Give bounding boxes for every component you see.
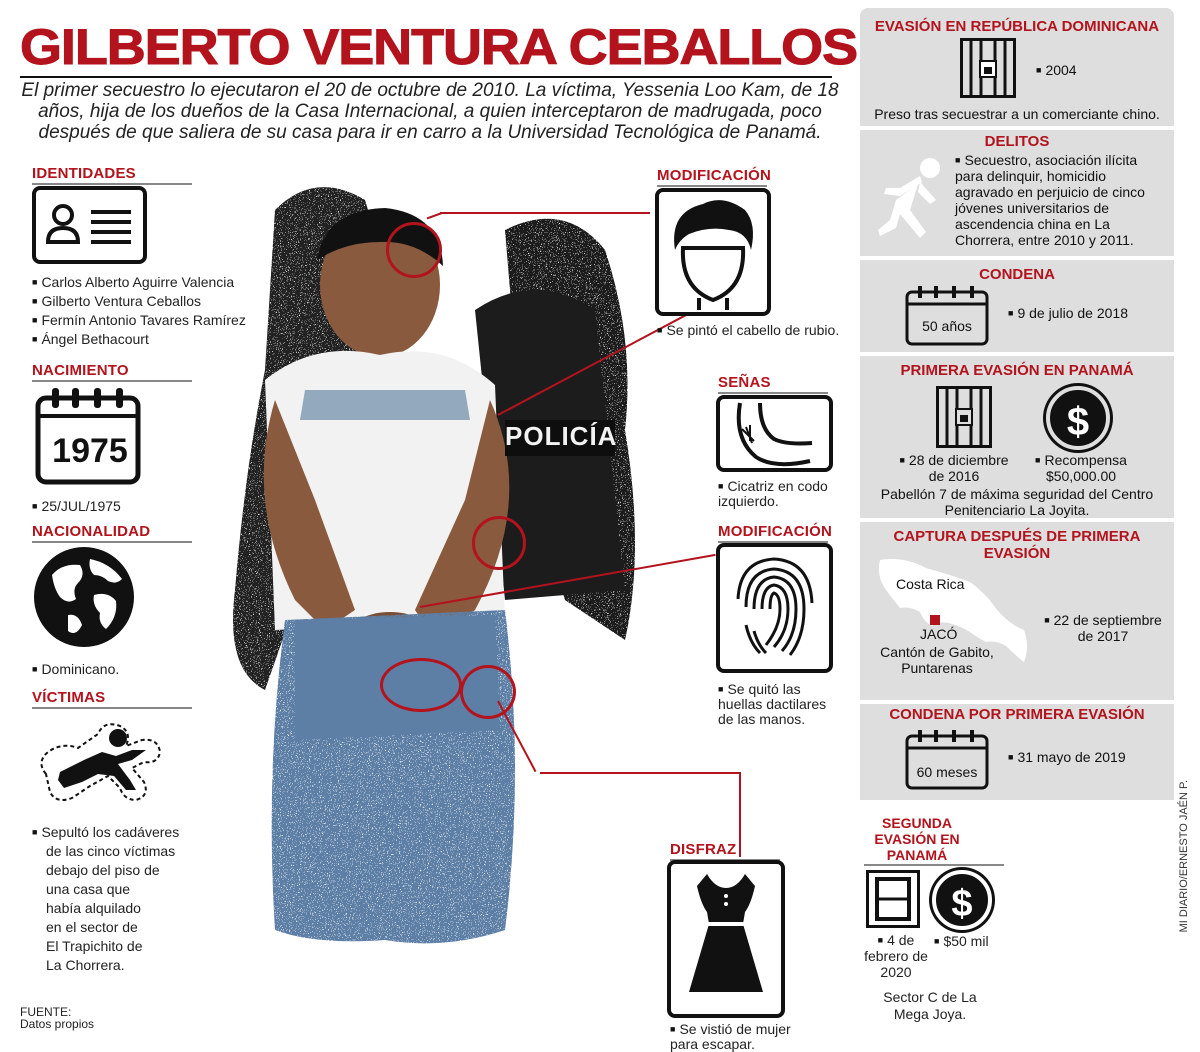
segunda-reward: ■ $50 mil [934, 932, 989, 951]
photo-illustration [205, 170, 675, 950]
primera-prison-icon [936, 386, 992, 448]
nacionalidad-value: ■ Dominicano. [32, 660, 119, 679]
primera-evasion-title: PRIMERA EVASIÓN EN PANAMÁ [900, 362, 1134, 379]
disfraz-text [670, 1022, 820, 1052]
title-divider [20, 76, 832, 78]
page-title: GILBERTO VENTURA CEBALLOS [20, 19, 858, 75]
senas-text [718, 479, 838, 509]
victimas-line: El Trapichito de [46, 938, 143, 954]
panel-evasion-rd [860, 8, 1174, 126]
fingerprint-icon [716, 543, 833, 673]
captura-date-span: ■ 22 de septiembre de 2017 [1044, 612, 1162, 644]
identidad-item: ■ Fermín Antonio Tavares Ramírez [32, 311, 252, 330]
elbow-scar-icon [716, 395, 833, 472]
victimas-line: debajo del piso de [46, 862, 160, 878]
nacimiento-divider [32, 380, 192, 382]
delitos-title: DELITOS [984, 133, 1050, 150]
senas-label: SEÑAS [718, 374, 771, 391]
prison-icon [960, 38, 1016, 98]
senas-text-span: ■ Cicatriz en codo izquierdo. [718, 478, 828, 509]
victimas-text [32, 823, 192, 975]
segunda-title: SEGUNDA EVASIÓN EN PANAMÁ [874, 815, 960, 863]
vest-text: POLICÍA [505, 421, 618, 451]
intro-paragraph: El primer secuestro lo ejecutaron el 20 de octubre de 2010. La víctima, Yessenia Loo Kam, de 18 años, hija de los dueños de la Casa Internacional, a quien interceptaron de madrugada, poco después de que saliera de su casa para ir en carro a la Universidad Tecnológica de Panamá. [21, 80, 839, 143]
modificacion2-text-span: ■ Se quitó las huellas dactilares de las manos. [718, 681, 826, 727]
credit: MI DIARIO/ERNESTO JAÉN P. [1178, 780, 1190, 933]
condena2-date: ■ 31 mayo de 2019 [1008, 749, 1126, 765]
modificacion1-label: MODIFICACIÓN [657, 167, 772, 184]
victimas-line: en el sector de [46, 919, 138, 935]
id-card-icon [32, 186, 147, 264]
primera-evasion-date [894, 452, 1014, 484]
victimas-line: La Chorrera. [46, 957, 125, 973]
delitos-text [955, 152, 1167, 248]
panel-condena2 [860, 704, 1174, 800]
segunda-dollar-icon: $ [932, 870, 992, 930]
condena2-calendar-icon [904, 728, 990, 790]
modificacion1-divider [657, 185, 767, 187]
panel-primera-evasion [860, 356, 1174, 518]
panel-captura [860, 522, 1174, 700]
leader-line-legs-2 [540, 772, 740, 774]
modificacion2-label: MODIFICACIÓN [718, 523, 833, 540]
captura-date [1038, 612, 1168, 644]
highlight-legs-circle [460, 665, 516, 719]
evasion-rd-year: ■ 2004 [1036, 62, 1077, 78]
segunda-date [864, 932, 928, 980]
victimas-divider [32, 707, 192, 709]
victimas-line: había alquilado [46, 900, 141, 916]
segunda-date-span: ■ 4 de febrero de 2020 [864, 932, 928, 980]
nacionalidad-label: NACIONALIDAD [32, 523, 151, 540]
segunda-divider [864, 864, 1004, 866]
segunda-prison-icon [866, 870, 920, 928]
leader-line-legs-3 [739, 772, 741, 857]
primera-evasion-reward-span: ■ Recompensa $50,000.00 [1035, 452, 1127, 484]
captura-city: JACÓ [920, 626, 958, 642]
birth-date: ■ 25/JUL/1975 [32, 497, 121, 516]
birth-year: 1975 [52, 432, 128, 470]
disfraz-text-span: ■ Se vistió de mujer para escapar. [670, 1021, 791, 1052]
identidades-label: IDENTIDADES [32, 165, 136, 182]
captura-title: CAPTURA DESPUÉS DE PRIMERA EVASIÓN [893, 528, 1141, 562]
evasion-rd-text: Preso tras secuestrar a un comerciante chino. [874, 106, 1160, 122]
modificacion1-text: ■ Se pintó el cabello de rubio. [657, 321, 839, 340]
nacimiento-label: NACIMIENTO [32, 362, 129, 379]
victimas-line: una casa que [46, 881, 131, 897]
highlight-elbow-circle [472, 516, 526, 570]
condena-calendar-icon [904, 284, 990, 346]
primera-evasion-reward [1026, 452, 1136, 484]
globe-icon [32, 545, 136, 649]
captura-country: Costa Rica [896, 576, 965, 592]
modificacion2-text [718, 682, 838, 727]
segunda-place: Sector C de La Mega Joya. [883, 989, 977, 1022]
fuente-label: FUENTE: [20, 1005, 72, 1019]
falling-person-icon [870, 154, 950, 244]
condena-years: 50 años [922, 318, 972, 334]
disfraz-label: DISFRAZ [670, 841, 737, 858]
identidad-item: ■ Gilberto Ventura Ceballos [32, 292, 252, 311]
highlight-hair-circle [386, 222, 442, 278]
senas-divider [718, 392, 828, 394]
dress-icon [667, 860, 785, 1018]
fuente-value: Datos propios [20, 1017, 95, 1031]
condena-date: ■ 9 de julio de 2018 [1008, 305, 1128, 321]
panel-delitos [860, 130, 1174, 256]
dollar-icon: $ [1046, 386, 1110, 450]
panel-condena [860, 260, 1174, 352]
identidades-divider [32, 183, 192, 185]
delitos-text-span: ■ Secuestro, asociación ilícita para delinquir, homicidio agravado en perjuicio de cinco jóvenes universitarios de ascendencia china en La Chorrera, entre 2010 y 2011. [955, 152, 1145, 248]
victimas-line: de las cinco víctimas [46, 843, 176, 859]
jaco-marker [930, 615, 940, 625]
captura-place: Cantón de Gabito, Puntarenas [880, 644, 994, 676]
body-outline-icon [32, 712, 167, 807]
victimas-label: VÍCTIMAS [32, 689, 106, 706]
identidad-item: ■ Ángel Bethacourt [32, 330, 252, 349]
condena2-months: 60 meses [916, 764, 978, 780]
evasion-rd-title: EVASIÓN EN REPÚBLICA DOMINICANA [874, 18, 1160, 35]
highlight-hands-circle [380, 658, 462, 712]
identidad-item: ■ Carlos Alberto Aguirre Valencia [32, 273, 252, 292]
condena-title: CONDENA [979, 266, 1055, 283]
victimas-line: ■ Sepultó los cadáveres [32, 823, 192, 842]
primera-evasion-place: Pabellón 7 de máxima seguridad del Centro Penitenciario La Joyita. [880, 486, 1154, 518]
condena2-title: CONDENA POR PRIMERA EVASIÓN [889, 706, 1145, 723]
primera-evasion-date-span: ■ 28 de diciembre de 2016 [899, 452, 1008, 484]
nacionalidad-divider [32, 541, 192, 543]
face-hair-icon [655, 188, 771, 316]
fuente [20, 1006, 94, 1030]
leader-line-hair [440, 212, 650, 214]
